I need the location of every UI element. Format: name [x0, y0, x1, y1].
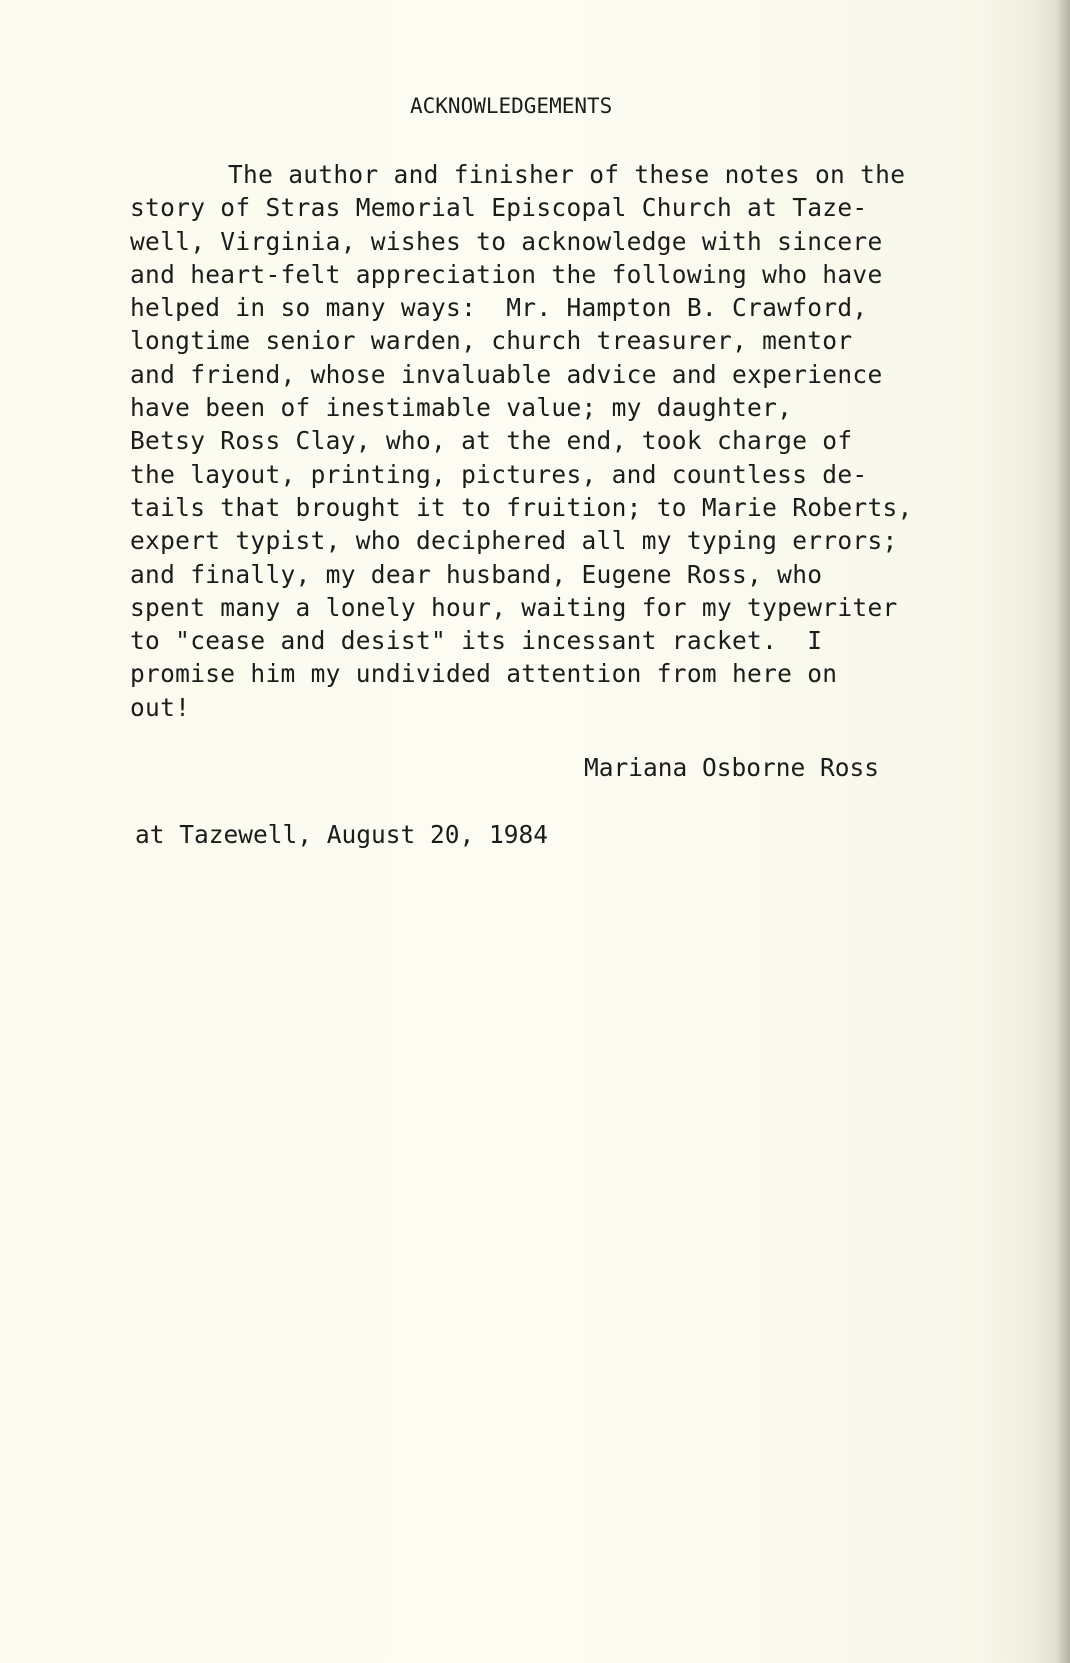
paragraph-line: the layout, printing, pictures, and countless de-	[130, 459, 868, 489]
paragraph-line: and heart-felt appreciation the following who have	[130, 259, 883, 289]
document-title: ACKNOWLEDGEMENTS	[410, 94, 613, 118]
paragraph-line: have been of inestimable value; my daughter,	[130, 393, 793, 423]
paragraph-line: well, Virginia, wishes to acknowledge with sincere	[130, 226, 883, 256]
place-and-date: at Tazewell, August 20, 1984	[135, 820, 549, 849]
author-signature: Mariana Osborne Ross	[584, 753, 880, 782]
paragraph-line: spent many a lonely hour, waiting for my typewriter	[130, 592, 898, 622]
page-edge-shadow	[1056, 0, 1070, 1663]
paragraph-line: and finally, my dear husband, Eugene Ross, who	[130, 559, 823, 589]
acknowledgement-paragraph	[130, 158, 913, 724]
paragraph-line: story of Stras Memorial Episcopal Church at Taze-	[130, 193, 868, 223]
paragraph-line: expert typist, who deciphered all my typing errors;	[130, 526, 898, 556]
paragraph-line: The author and finisher of these notes on the	[228, 160, 906, 189]
paragraph-line: promise him my undivided attention from here on	[130, 659, 838, 689]
paragraph-line: out!	[130, 692, 191, 722]
paragraph-line: and friend, whose invaluable advice and experience	[130, 359, 883, 389]
paragraph-line: to "cease and desist" its incessant racket. I	[130, 626, 823, 656]
paragraph-line: tails that brought it to fruition; to Marie Roberts,	[130, 492, 913, 522]
paragraph-line: longtime senior warden, church treasurer, mentor	[130, 326, 853, 356]
paragraph-line: Betsy Ross Clay, who, at the end, took charge of	[130, 426, 853, 456]
paragraph-line: helped in so many ways: Mr. Hampton B. Crawford,	[130, 293, 868, 323]
